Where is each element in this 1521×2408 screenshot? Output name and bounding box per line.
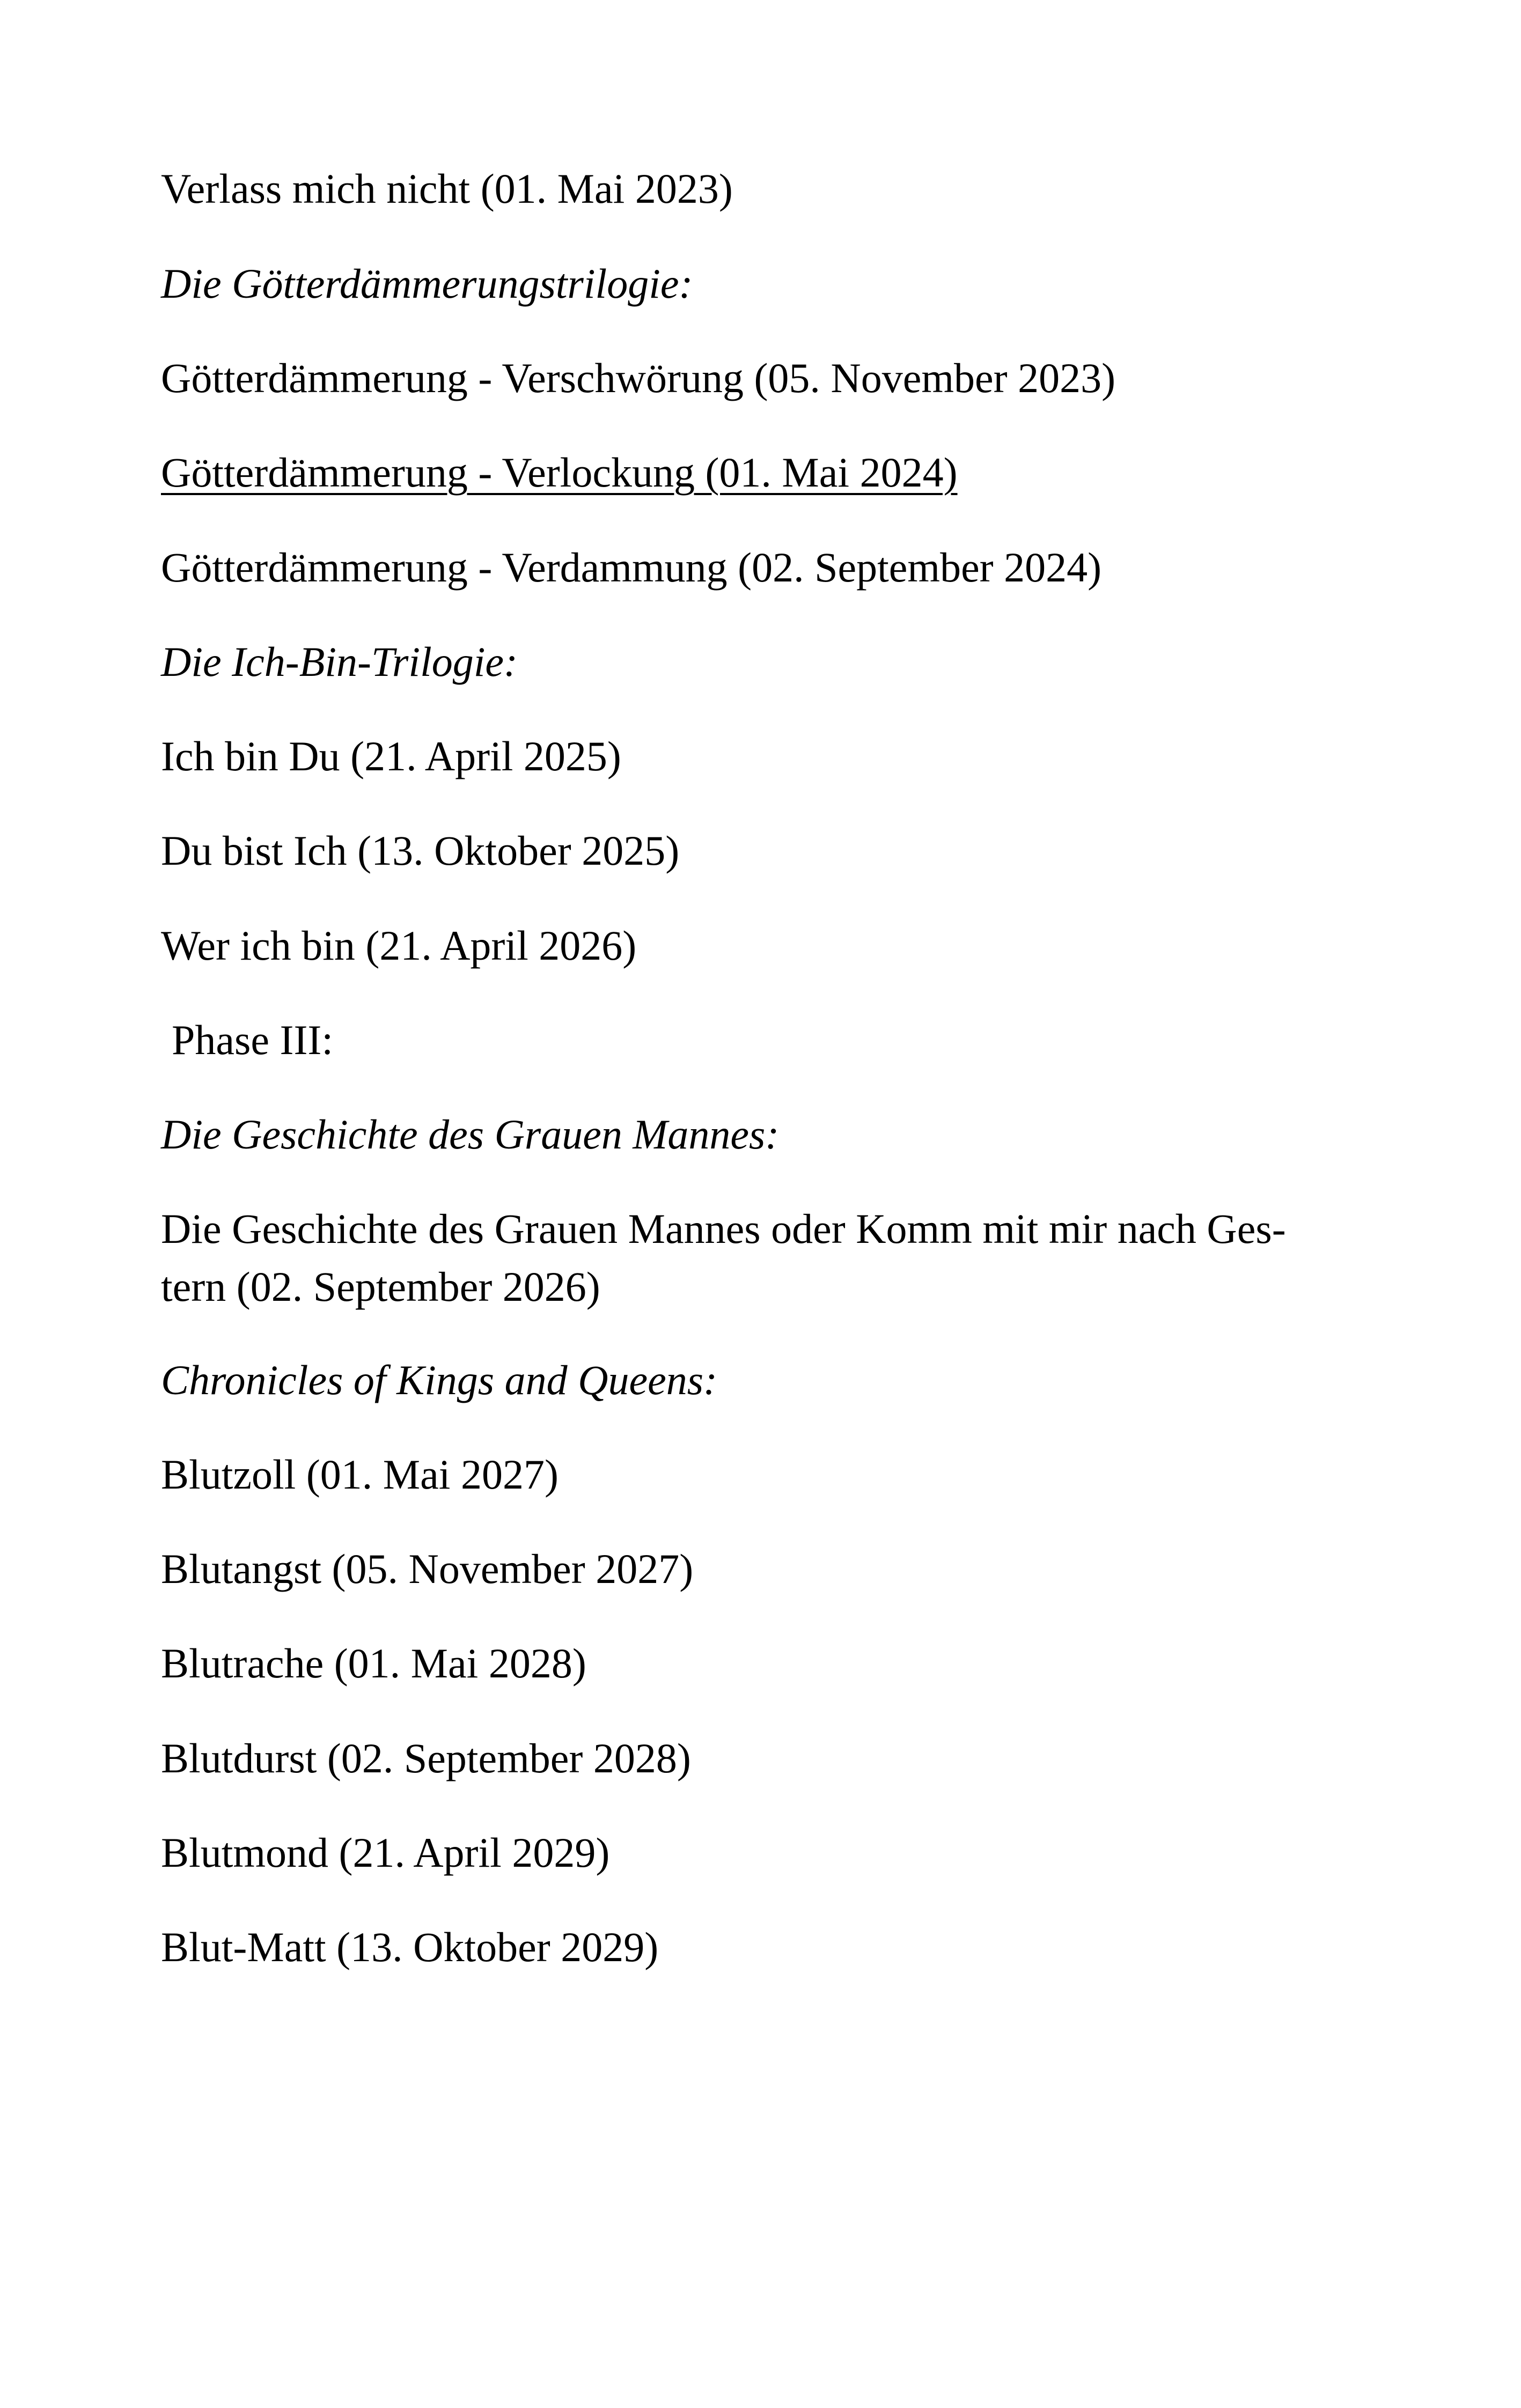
- title-entry: Blutrache (01. Mai 2028): [161, 1640, 586, 1687]
- title-entry: Verlass mich nicht (01. Mai 2023): [161, 165, 733, 212]
- title-entry: Blutdurst (02. September 2028): [161, 1735, 691, 1781]
- title-entry: Götterdämmerung - Verschwörung (05. November 2023): [161, 355, 1116, 401]
- phase-heading: Phase III:: [172, 1017, 334, 1063]
- title-entry: Blutzoll (01. Mai 2027): [161, 1451, 559, 1498]
- series-heading: Die Geschichte des Grauen Mannes:: [161, 1111, 780, 1158]
- title-entry: Die Geschichte des Grauen Mannes oder Komm mit mir nach Ges-: [161, 1205, 1286, 1252]
- title-entry: Du bist Ich (13. Oktober 2025): [161, 827, 680, 874]
- title-entry: Blutmond (21. April 2029): [161, 1829, 610, 1876]
- title-entry: Blut-Matt (13. Oktober 2029): [161, 1924, 659, 1970]
- title-entry-continuation: tern (02. September 2026): [161, 1263, 600, 1310]
- title-entry: Ich bin Du (21. April 2025): [161, 733, 621, 779]
- series-heading: Die Götterdämmerungstrilogie:: [161, 260, 693, 307]
- series-heading: Die Ich-Bin-Trilogie:: [161, 638, 518, 685]
- title-entry: Wer ich bin (21. April 2026): [161, 922, 637, 969]
- title-entry: Götterdämmerung - Verdammung (02. September 2024): [161, 544, 1102, 591]
- series-heading: Chronicles of Kings and Queens:: [161, 1357, 718, 1403]
- title-entry: Götterdämmerung - Verlockung (01. Mai 2024): [161, 449, 958, 496]
- title-entry: Blutangst (05. November 2027): [161, 1545, 694, 1592]
